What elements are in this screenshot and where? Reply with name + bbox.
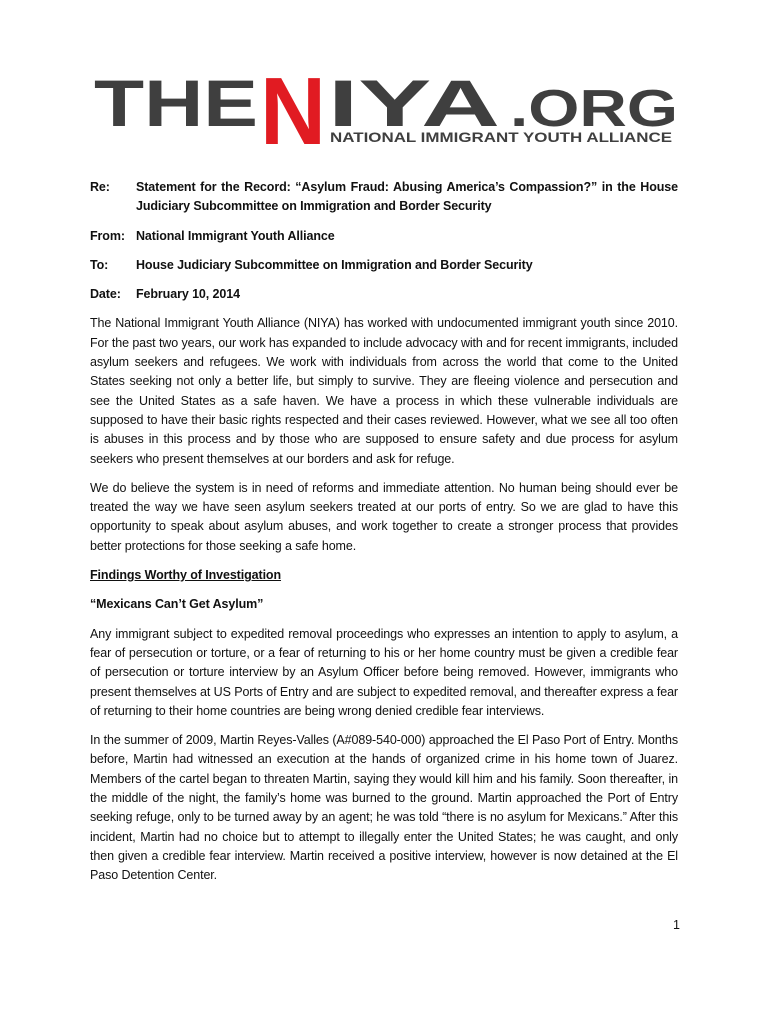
logo-org: .ORG: [510, 80, 678, 138]
section-heading-findings: Findings Worthy of Investigation: [90, 568, 282, 583]
body-paragraph-4: In the summer of 2009, Martin Reyes-Valles (A#089-540-000) approached the El Paso Port of Entry. Months before, Martin had witnessed an execution at the hands of organized crime in his home town of Juarez. Members of the cartel began to threaten Martin, saying they would kill him and his family. Soon thereafter, in the middle of the night, the family’s home was burned to the ground. Martin approached the Port of Entry seeking refuge, only to be turned away by an agent; he was told “there is no asylum for Mexicans.” After this incident, Martin had no choice but to attempt to illegally enter the United States; he was caught, and only then given a credible fear interview. Martin received a positive interview, however is now detained at the El Paso Detention Center.: [90, 733, 678, 883]
memo-date-label: Date:: [90, 287, 121, 302]
memo-date-row: [90, 285, 678, 304]
theniya-logo: [90, 60, 690, 155]
body-paragraph-1: The National Immigrant Youth Alliance (NIYA) has worked with undocumented immigrant youth since 2010. For the past two years, our work has expanded to include advocacy with and for recent immigrants, included asylum seekers and refugees. We work with individuals from across the world that come to the United States seeking not only a better life, but simply to survive. They are fleeing violence and persecution and see the United States as a safe haven. We have a process in which these vulnerable individuals are supposed to have their basic rights respected and their cases reviewed. However, what we see all too often is abuses in this process and by those who are supposed to ensure safety and due process for asylum seekers who present themselves at our borders and ask for refuge.: [90, 316, 678, 466]
memo-from-row: [90, 227, 678, 246]
body-paragraph-2: We do believe the system is in need of reforms and immediate attention. No human being should ever be treated the way we have seen asylum seekers treated at our ports of entry. So we are glad to have this opportunity to speak about asylum abuses, and work together to create a stronger process that provides better protections for those seeking a safe home.: [90, 480, 678, 553]
subheading-mexicans-asylum: “Mexicans Can’t Get Asylum”: [90, 597, 264, 612]
memo-to-label: To:: [90, 257, 109, 272]
memo-to-row: [90, 256, 678, 275]
memo-from-value: National Immigrant Youth Alliance: [136, 228, 335, 243]
logo-tagline: NATIONAL IMMIGRANT YOUTH ALLIANCE: [330, 129, 672, 145]
memo-re-label: Re:: [90, 180, 110, 194]
memo-to-value: House Judiciary Subcommittee on Immigration and Border Security: [136, 257, 533, 272]
logo-the: THE: [94, 66, 258, 140]
logo-n: N: [260, 60, 326, 155]
body-paragraph-3: Any immigrant subject to expedited removal proceedings who expresses an intention to apply to asylum, a fear of persecution or torture, or a fear of returning to his or her home country must be given a credible fear of persecution or torture interview by an Asylum Officer before being removed. However, immigrants who present themselves at US Ports of Entry and are subject to expedited removal, and thereafter express a fear of returning to their home countries are being wrong denied credible fear interviews.: [90, 626, 678, 718]
page-number: 1: [673, 918, 680, 932]
memo-from-label: From:: [90, 228, 125, 243]
memo-content: [90, 178, 678, 896]
memo-date-value: February 10, 2014: [136, 287, 240, 302]
logo-iya: IYA: [328, 66, 500, 140]
memo-re-value: Statement for the Record: “Asylum Fraud: Abusing America’s Compassion?” in the House Judiciary Subcommittee on Immigration and Border Security: [136, 180, 678, 214]
memo-re-row: [90, 178, 678, 217]
